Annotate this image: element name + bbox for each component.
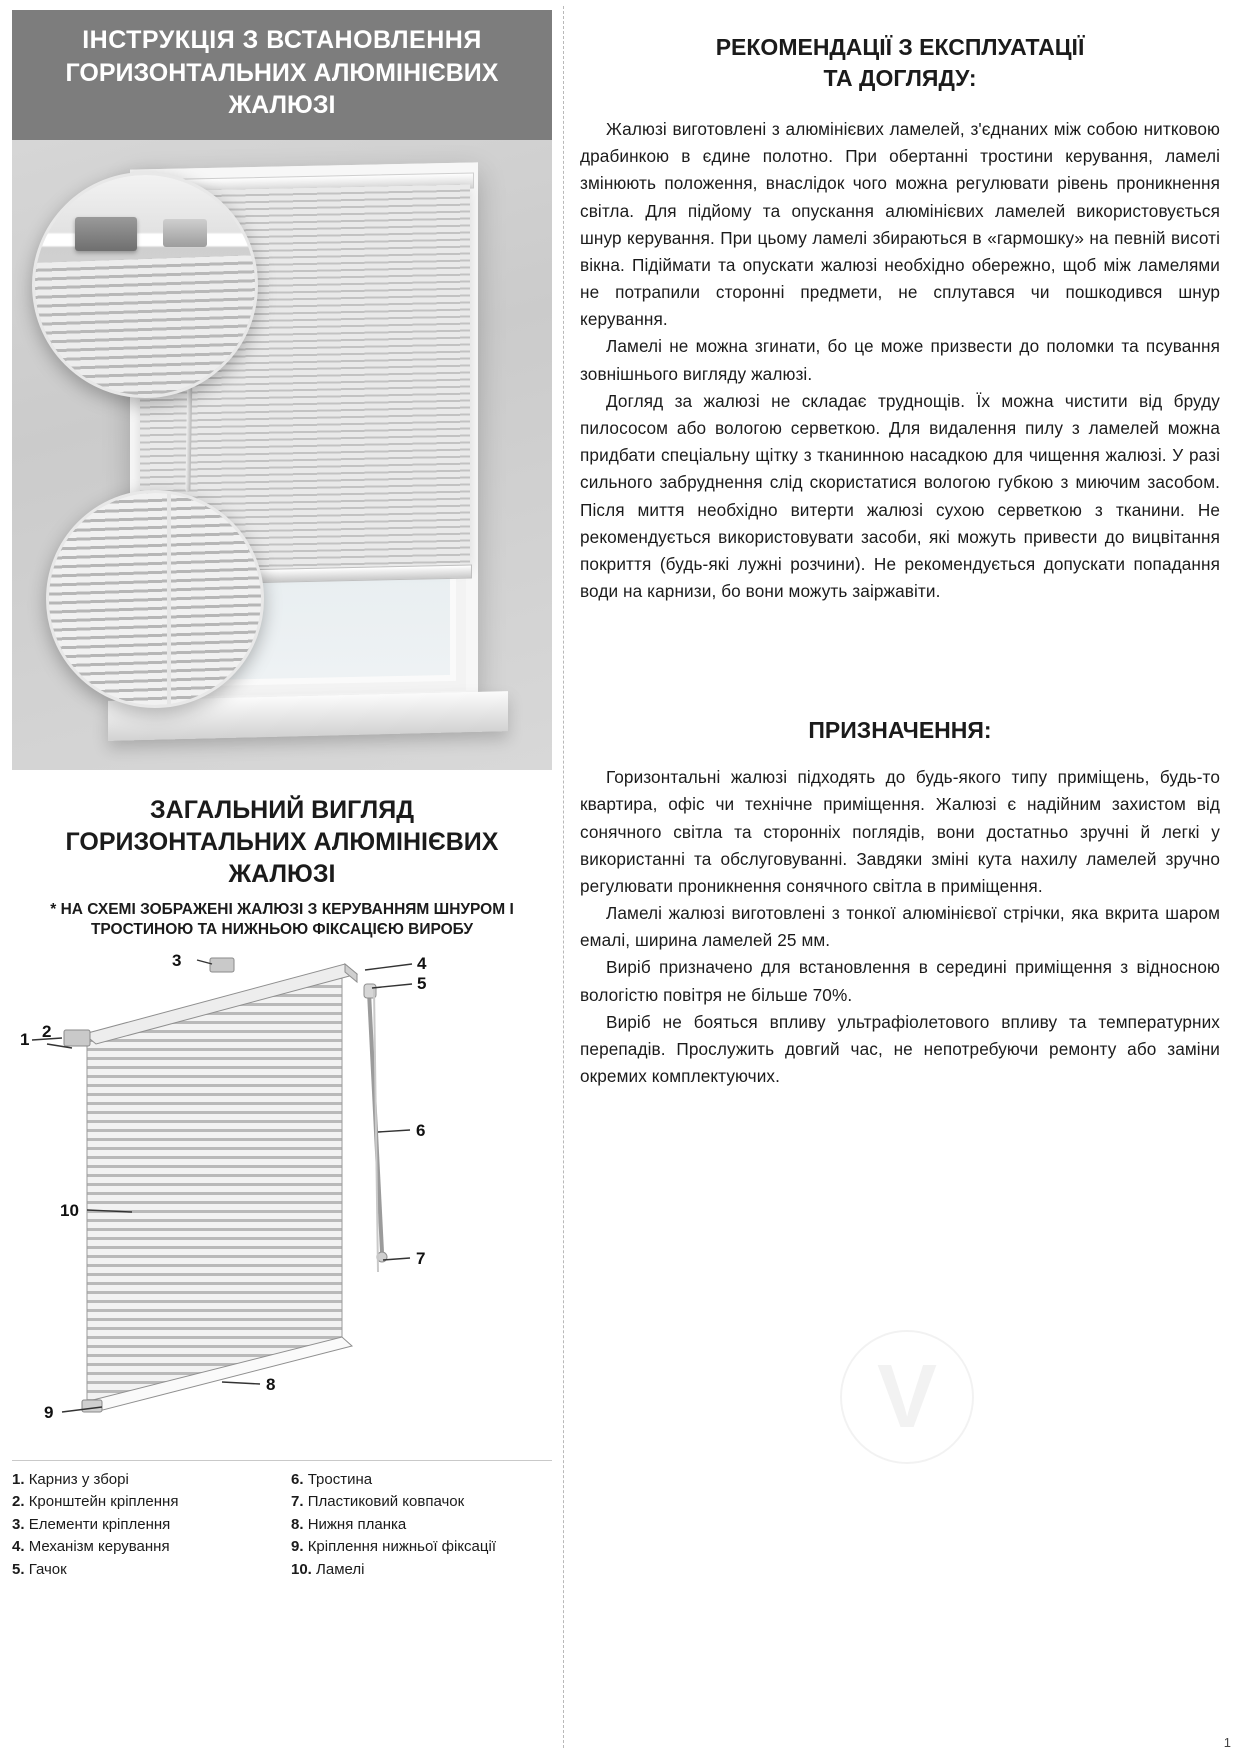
right-column xyxy=(580,10,1220,1730)
svg-text:3: 3 xyxy=(172,951,182,970)
recommendations-body xyxy=(580,116,1220,605)
svg-text:7: 7 xyxy=(416,1248,426,1268)
legend-label: Тростина xyxy=(307,1470,373,1488)
detail-zoom-top-slats xyxy=(35,255,255,398)
purpose-body xyxy=(580,764,1220,1090)
legend-number: 2. xyxy=(12,1493,25,1511)
general-view-title xyxy=(12,770,552,946)
legend-number: 4. xyxy=(12,1538,25,1556)
legend-label: Механізм керування xyxy=(28,1538,170,1556)
recommendations-title xyxy=(580,32,1220,94)
recommendations-title-line-2: ТА ДОГЛЯДУ: xyxy=(823,65,977,92)
header-line-3: ЖАЛЮЗІ xyxy=(228,91,336,119)
detail-zoom-bottom xyxy=(46,490,264,708)
paragraph: Горизонтальні жалюзі підходять до будь-якого типу приміщень, будь-то квартира, офіс чи технічне приміщення. Жалюзі є надійним захистом від сонячного світла та сторонніх поглядів, вони достатньо зручні й легкі у використанні та обслуговуванні. Завдяки зміні кута нахилу ламелей зручно регулювати проникнення сонячного світла в приміщення. xyxy=(580,767,1220,896)
legend-number: 9. xyxy=(291,1538,304,1556)
svg-text:2: 2 xyxy=(42,1021,52,1041)
legend-number: 5. xyxy=(12,1560,25,1578)
svg-text:5: 5 xyxy=(417,973,427,993)
list-item xyxy=(291,1514,552,1537)
page-number: 1 xyxy=(1223,1735,1231,1750)
list-item xyxy=(12,1491,273,1514)
left-column xyxy=(12,10,552,1730)
legend-number: 6. xyxy=(291,1470,304,1488)
blinds-diagram-svg xyxy=(12,952,552,1452)
install-instruction-header xyxy=(12,10,552,140)
list-item xyxy=(12,1536,273,1559)
mounting-bracket-icon xyxy=(75,217,137,251)
list-item xyxy=(291,1469,552,1492)
paragraph: Виріб не бояться впливу ультрафіолетового впливу та температурних перепадів. Прослужить довгий час, не непотребуючи ремонту або заміни окремих комплектуючих. xyxy=(580,1011,1220,1087)
legend-number: 1. xyxy=(12,1470,25,1488)
svg-text:4: 4 xyxy=(417,953,427,973)
legend-column-right xyxy=(291,1469,552,1582)
legend-column-left xyxy=(12,1469,273,1582)
purpose-title: ПРИЗНАЧЕННЯ: xyxy=(808,717,992,744)
general-view-note-1: * НА СХЕМІ ЗОБРАЖЕНІ ЖАЛЮЗІ З КЕРУВАННЯМ ШНУРОМ І xyxy=(50,900,514,918)
watermark-icon: V xyxy=(840,1330,974,1464)
svg-text:8: 8 xyxy=(266,1374,276,1394)
general-view-note-2: ТРОСТИНОЮ ТА НИЖНЬОЮ ФІКСАЦІЄЮ ВИРОБУ xyxy=(90,920,474,938)
legend-label: Пластиковий ковпачок xyxy=(307,1493,465,1511)
svg-text:1: 1 xyxy=(20,1029,30,1049)
list-item xyxy=(291,1559,552,1582)
svg-text:10: 10 xyxy=(60,1200,79,1220)
legend-label: Кріплення нижньої фіксації xyxy=(307,1538,496,1556)
detail-zoom-bottom-image xyxy=(49,490,261,708)
installation-photo xyxy=(12,140,552,770)
legend-number: 7. xyxy=(291,1493,304,1511)
detail-zoom-top xyxy=(32,172,258,398)
legend-number: 8. xyxy=(291,1515,304,1533)
diagram-legend xyxy=(12,1460,552,1582)
legend-label: Нижня планка xyxy=(307,1515,407,1533)
paragraph: Виріб призначено для встановлення в середині приміщення з відносною вологістю повітря не більше 70%. xyxy=(580,957,1220,1005)
list-item xyxy=(291,1536,552,1559)
control-cord xyxy=(167,493,171,705)
svg-text:6: 6 xyxy=(416,1120,426,1140)
control-mechanism-icon xyxy=(163,219,207,247)
paragraph: Ламелі не можна згинати, бо це може призвести до поломки та псування зовнішнього вигляду жалюзі. xyxy=(580,336,1220,384)
legend-label: Гачок xyxy=(28,1560,67,1578)
header-line-2: ГОРИЗОНТАЛЬНИХ АЛЮМІНІЄВИХ xyxy=(65,58,499,87)
list-item xyxy=(291,1491,552,1514)
column-divider xyxy=(563,6,564,1748)
list-item xyxy=(12,1559,273,1582)
legend-label: Кронштейн кріплення xyxy=(28,1493,179,1511)
blinds-diagram xyxy=(12,952,552,1452)
legend-label: Карниз у зборі xyxy=(28,1470,129,1488)
general-view-line-3: ЖАЛЮЗІ xyxy=(228,859,336,888)
recommendations-title-line-1: РЕКОМЕНДАЦІЇ З ЕКСПЛУАТАЦІЇ xyxy=(715,34,1085,60)
list-item xyxy=(12,1514,273,1537)
paragraph: Ламелі жалюзі виготовлені з тонкої алюмінієвої стрічки, яка вкрита шаром емалі, ширина ламелей 25 мм. xyxy=(580,903,1220,951)
header-line-1: ІНСТРУКЦІЯ З ВСТАНОВЛЕННЯ xyxy=(82,26,482,54)
paragraph: Догляд за жалюзі не складає труднощів. Їх можна чистити від бруду пилососом або вологою серветкою. Для видалення пилу з ламелей можна придбати спеціальну щітку з тканинною насадкою для чищення жалюзі. У разі сильного забруднення слід скористатися вологою губкою з миючим засобом. Після миття необхідно витерти жалюзі сухою серветкою з тканини. Не рекомендується використовувати засоби, які можуть привести до вицвітання покриття (будь-які лужні розчини). Не рекомендується допускати попадання води на карнизи, бо вони можуть заіржавіти. xyxy=(580,390,1220,602)
general-view-line-1: ЗАГАЛЬНИЙ ВИГЛЯД xyxy=(149,795,414,824)
list-item xyxy=(12,1469,273,1492)
legend-number: 3. xyxy=(12,1515,25,1533)
paragraph: Жалюзі виготовлені з алюмінієвих ламелей, з'єднаних між собою нитковою драбинкою в єдине полотно. При обертанні тростини керування, ламелі змінюють положення, внаслідок чого можна регулювати рівень проникнення світла. Для підйому та опускання алюмінієвих ламелей використовується шнур керування. При цьому ламелі збираються в «гармошку» на певній висоті вікна. Підіймати та опускати жалюзі необхідно обережно, щоб між ламелями не потрапили сторонні предмети, не сплутався чи пошкодився шнур керування. xyxy=(580,119,1220,330)
legend-number: 10. xyxy=(291,1560,312,1578)
legend-label: Ламелі xyxy=(316,1560,365,1578)
general-view-line-2: ГОРИЗОНТАЛЬНИХ АЛЮМІНІЄВИХ xyxy=(65,827,499,856)
legend-label: Елементи кріплення xyxy=(28,1515,171,1533)
svg-text:9: 9 xyxy=(44,1402,54,1422)
